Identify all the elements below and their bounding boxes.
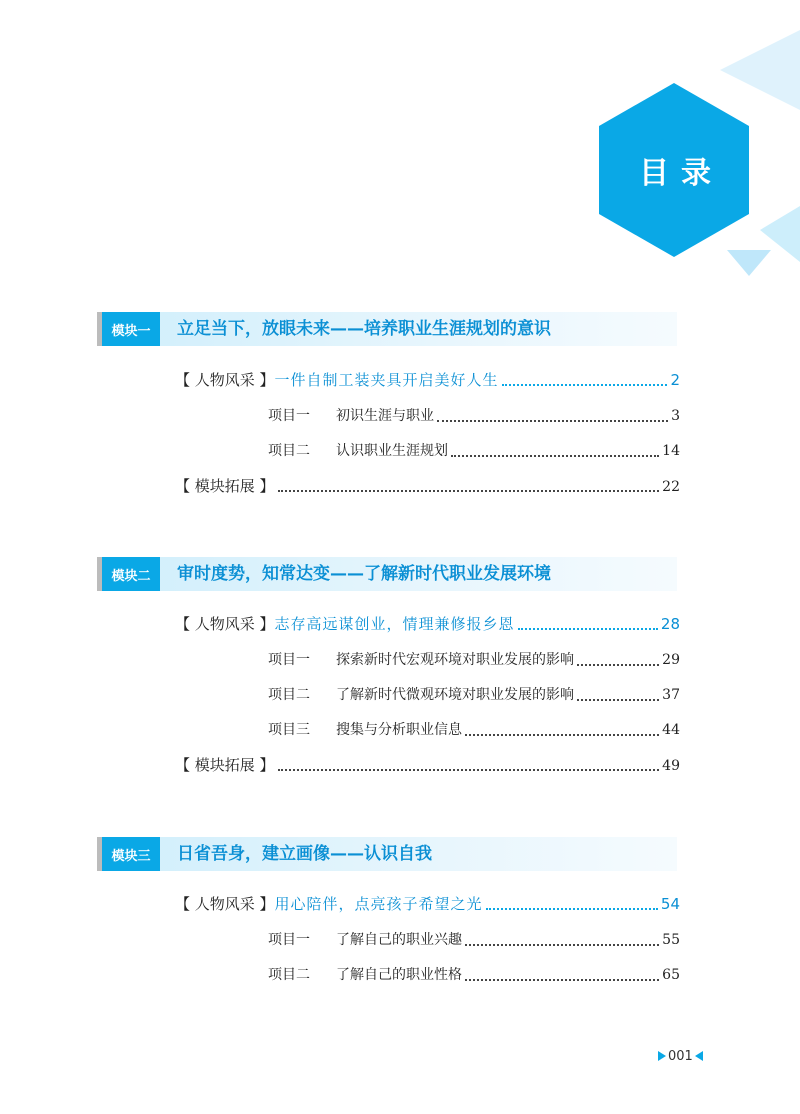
project-label: 项目二 bbox=[268, 443, 310, 459]
project-title: 搜集与分析职业信息 bbox=[336, 722, 462, 738]
page-number: 65 bbox=[662, 967, 680, 983]
module-title: 审时度势，知常达变——了解新时代职业发展环境 bbox=[177, 564, 551, 584]
leader-dots bbox=[278, 769, 660, 771]
page-number: 55 bbox=[662, 932, 680, 948]
feature-page: 28 bbox=[660, 615, 680, 633]
leader-dots bbox=[577, 699, 659, 701]
feature-entry-3[interactable] bbox=[175, 891, 680, 917]
expand-entry-2[interactable] bbox=[175, 752, 680, 778]
project-title: 了解自己的职业兴趣 bbox=[336, 932, 462, 948]
triangle-left-icon bbox=[695, 1051, 703, 1061]
project-title: 了解新时代微观环境对职业发展的影响 bbox=[336, 687, 574, 703]
feature-page: 54 bbox=[660, 895, 680, 913]
toc-entry[interactable] bbox=[268, 962, 680, 988]
page-number: 49 bbox=[662, 758, 680, 774]
project-title: 认识职业生涯规划 bbox=[336, 443, 448, 459]
feature-entry-2[interactable] bbox=[175, 611, 680, 637]
triangle-right-icon bbox=[658, 1051, 666, 1061]
module-tag: 模块一 bbox=[102, 312, 160, 346]
feature-label: 【 人物风采 】 bbox=[175, 371, 275, 389]
module-tag: 模块二 bbox=[102, 557, 160, 591]
leader-dots bbox=[451, 455, 659, 457]
leader-dots bbox=[577, 664, 659, 666]
module-title: 日省吾身，建立画像——认识自我 bbox=[177, 844, 432, 864]
expand-label: 【 模块拓展 】 bbox=[175, 477, 275, 495]
module-tag: 模块三 bbox=[102, 837, 160, 871]
page-title: 目录 bbox=[639, 156, 723, 191]
project-title: 了解自己的职业性格 bbox=[336, 967, 462, 983]
toc-entry[interactable] bbox=[268, 682, 680, 708]
project-label: 项目一 bbox=[268, 652, 310, 668]
feature-label: 【 人物风采 】 bbox=[175, 895, 275, 913]
module-header-3 bbox=[97, 837, 677, 871]
feature-label: 【 人物风采 】 bbox=[175, 615, 275, 633]
leader-dots bbox=[502, 384, 668, 386]
project-label: 项目二 bbox=[268, 687, 310, 703]
module-header-1 bbox=[97, 312, 677, 346]
project-title: 探索新时代宏观环境对职业发展的影响 bbox=[336, 652, 574, 668]
feature-entry-1[interactable] bbox=[175, 367, 680, 393]
toc-entry[interactable] bbox=[268, 438, 680, 464]
leader-dots bbox=[486, 908, 658, 910]
toc-entry[interactable] bbox=[268, 403, 680, 429]
corner-triangle-lower bbox=[727, 250, 771, 276]
feature-title: 用心陪伴，点亮孩子希望之光 bbox=[274, 895, 483, 913]
leader-dots bbox=[465, 734, 659, 736]
module-title: 立足当下，放眼未来——培养职业生涯规划的意识 bbox=[177, 319, 551, 339]
leader-dots bbox=[465, 979, 659, 981]
page-number: 22 bbox=[662, 479, 680, 495]
toc-entry[interactable] bbox=[268, 717, 680, 743]
leader-dots bbox=[437, 420, 668, 422]
page-number: 14 bbox=[662, 443, 680, 459]
corner-triangle-large bbox=[720, 30, 800, 110]
feature-page: 2 bbox=[670, 371, 680, 389]
leader-dots bbox=[518, 628, 658, 630]
page-number: 29 bbox=[662, 652, 680, 668]
page-footer bbox=[658, 1046, 703, 1066]
footer-page-number: 001 bbox=[668, 1048, 693, 1064]
expand-entry-1[interactable] bbox=[175, 473, 680, 499]
project-label: 项目一 bbox=[268, 932, 310, 948]
expand-label: 【 模块拓展 】 bbox=[175, 756, 275, 774]
leader-dots bbox=[278, 490, 660, 492]
module-header-2 bbox=[97, 557, 677, 591]
feature-title: 一件自制工装夹具开启美好人生 bbox=[274, 371, 499, 389]
page-number: 44 bbox=[662, 722, 680, 738]
toc-entry[interactable] bbox=[268, 647, 680, 673]
project-label: 项目二 bbox=[268, 967, 310, 983]
project-label: 项目三 bbox=[268, 722, 310, 738]
project-label: 项目一 bbox=[268, 408, 310, 424]
leader-dots bbox=[465, 944, 659, 946]
project-title: 初识生涯与职业 bbox=[336, 408, 434, 424]
page-number: 37 bbox=[662, 687, 680, 703]
toc-entry[interactable] bbox=[268, 927, 680, 953]
page-number: 3 bbox=[671, 408, 680, 424]
feature-title: 志存高远谋创业，情理兼修报乡恩 bbox=[274, 615, 515, 633]
